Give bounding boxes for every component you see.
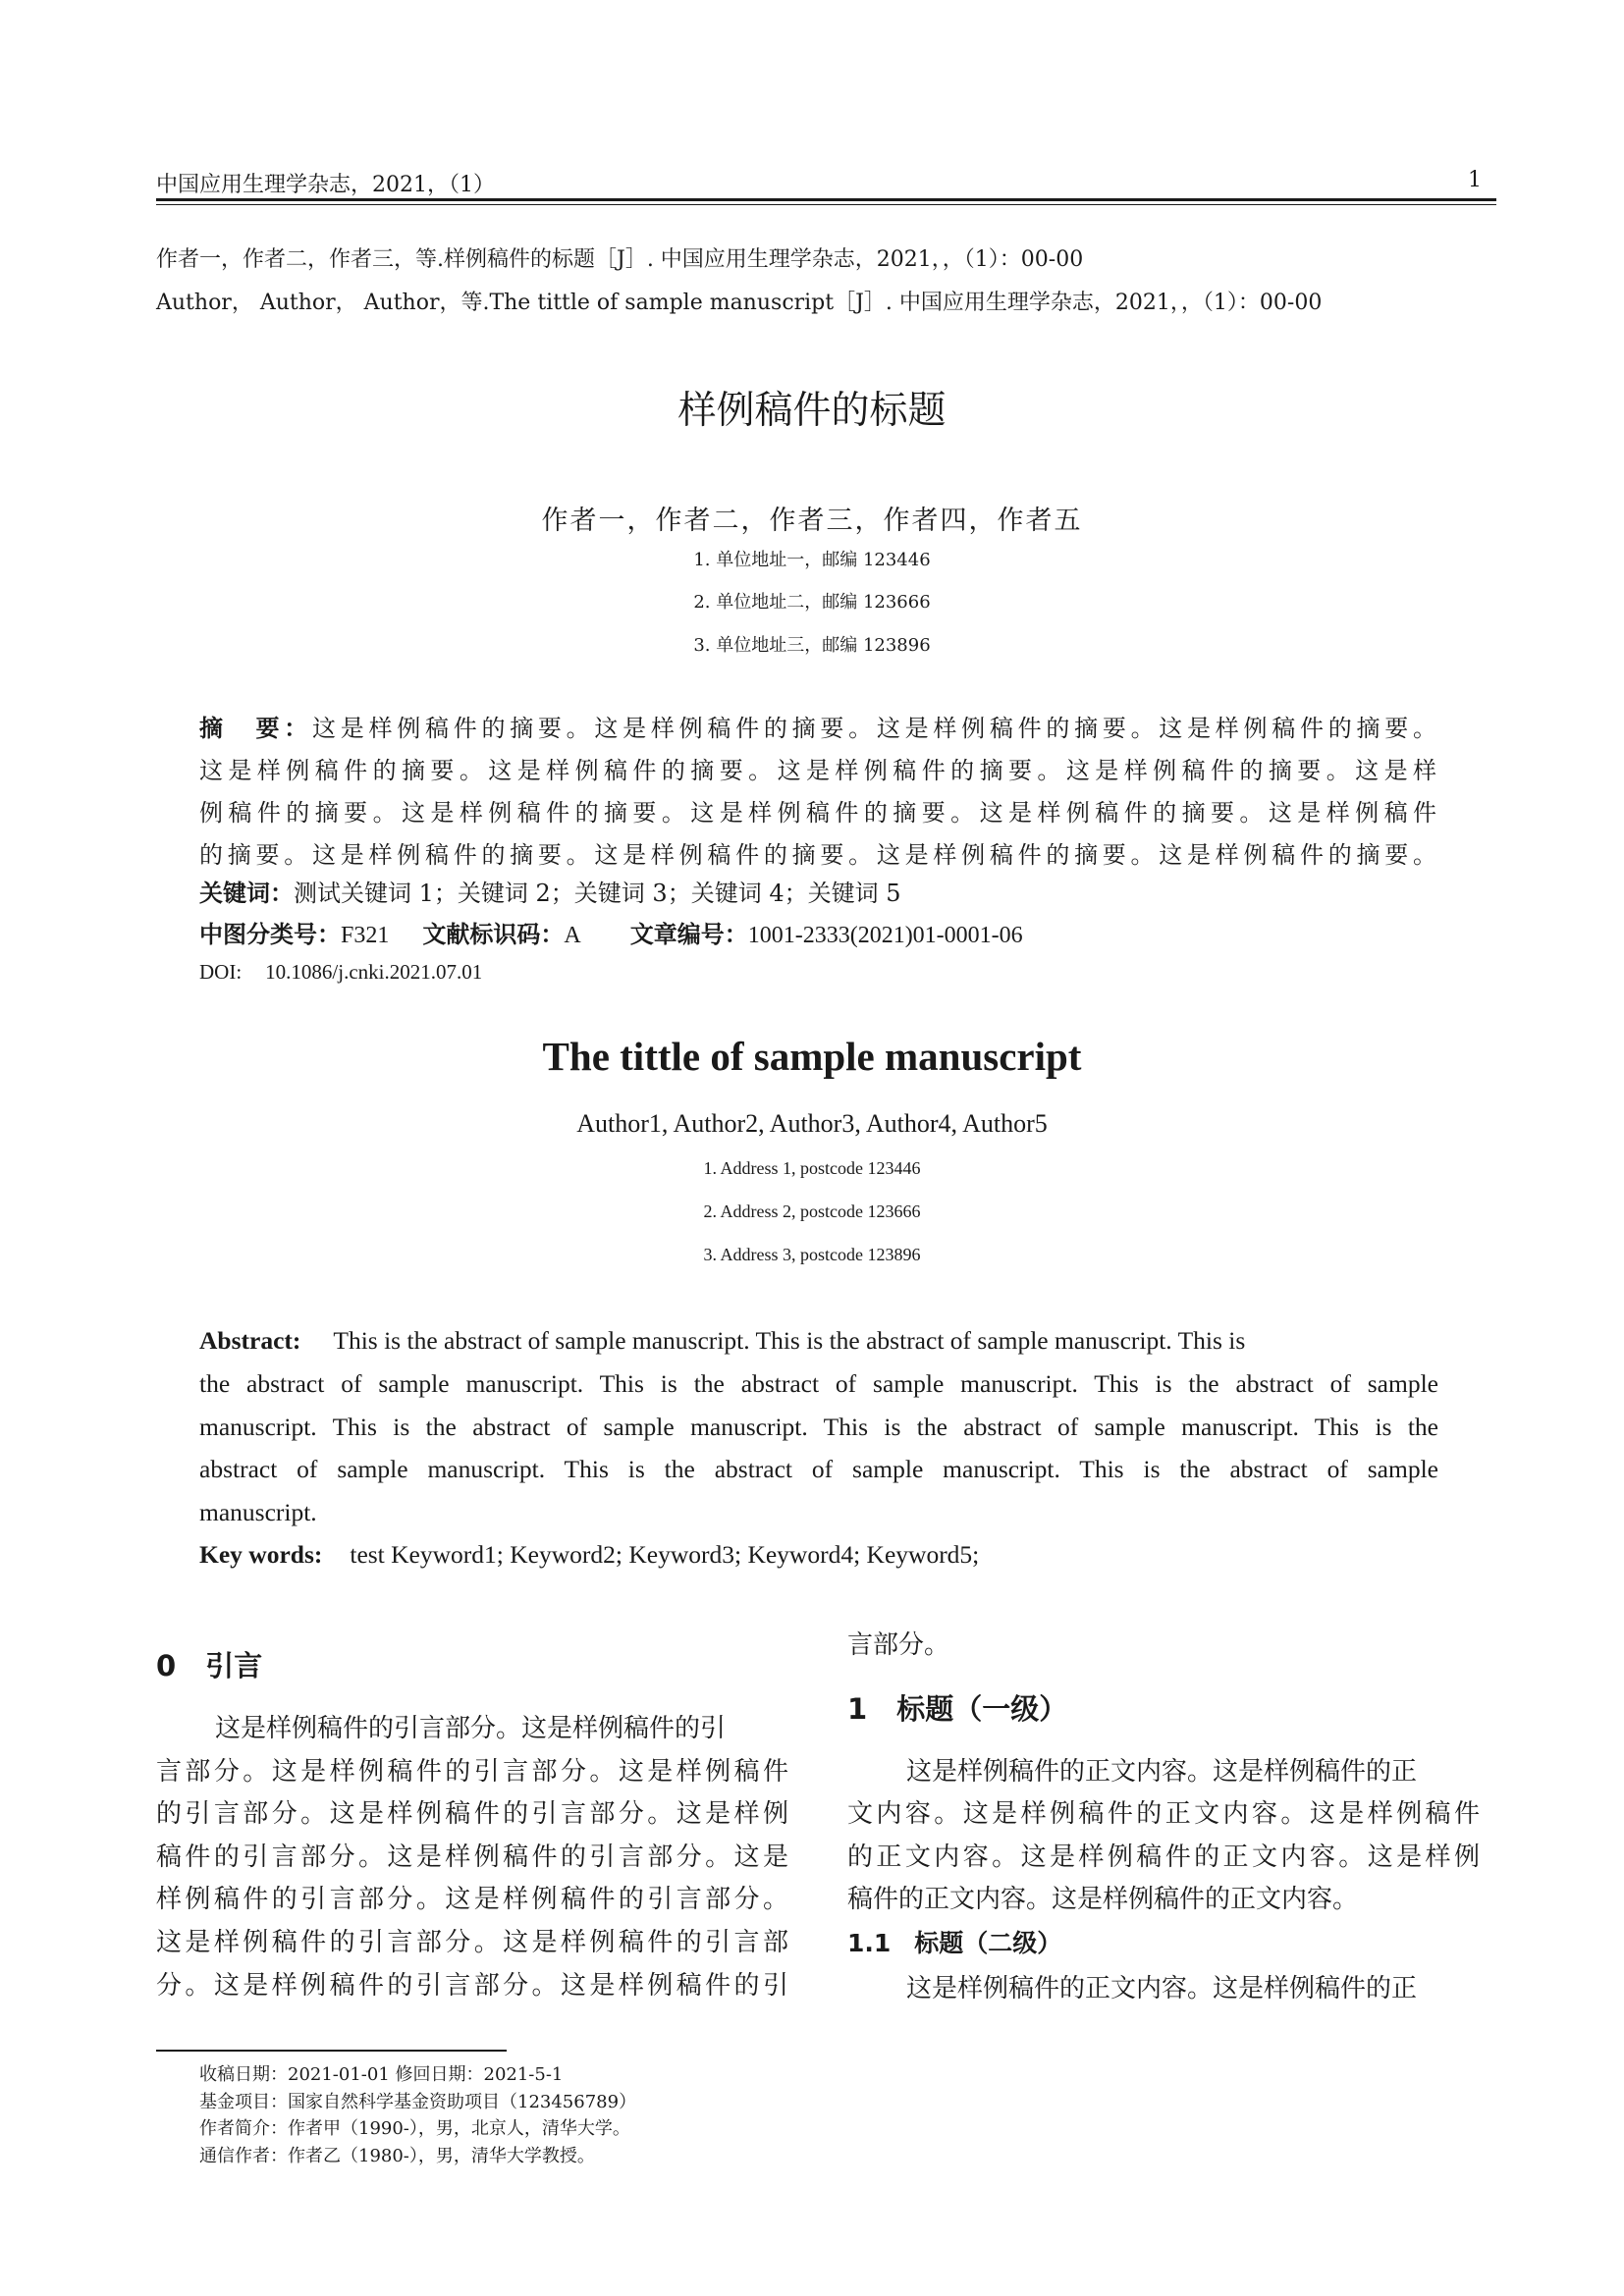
section-heading-1: 1 标题（一级）: [847, 1692, 1068, 1726]
authors-chinese: 作者一，作者二，作者三，作者四，作者五: [541, 506, 1083, 536]
doi-line: [199, 960, 1436, 985]
document-code-value: A: [564, 923, 581, 948]
body-line: 的引言部分。这是样例稿件的引言部分。这是样例: [156, 1799, 788, 1829]
keywords-english: [199, 1540, 1438, 1570]
paper-title-english: The tittle of sample manuscript: [542, 1034, 1082, 1079]
body-line: 言部分。这是样例稿件的引言部分。这是样例稿件: [156, 1757, 788, 1787]
body-line: 言部分。: [847, 1630, 950, 1660]
keywords-english-value: test Keyword1; Keyword2; Keyword3; Keyword4; Keyword5;: [350, 1540, 980, 1569]
page-number: 1: [1468, 168, 1482, 192]
keywords-english-label: Key words:: [199, 1540, 323, 1569]
affiliation-chinese-2: 2. 单位地址二，邮编 123666: [693, 592, 931, 613]
abstract-chinese-line: 摘 要：这是样例稿件的摘要。这是样例稿件的摘要。这是样例稿件的摘要。这是样例稿件的摘要。: [199, 715, 1436, 742]
abstract-chinese-label: 摘 要：: [199, 715, 312, 742]
keywords-chinese-value: 测试关键词 1；关键词 2；关键词 3；关键词 4；关键词 5: [294, 880, 901, 907]
footnote-corresponding-author: 通信作者：作者乙（1980-），男，清华大学教授。: [199, 2146, 595, 2166]
body-line: 稿件的引言部分。这是样例稿件的引言部分。这是: [156, 1842, 788, 1872]
section-heading-1-1: 1.1 标题（二级）: [847, 1929, 1062, 1957]
footnote-author-bio: 作者简介：作者甲（1990-），男，北京人，清华大学。: [199, 2118, 630, 2139]
abstract-english-line: the abstract of sample manuscript. This is the abstract of sample manuscript. This is the abstract of sample: [199, 1369, 1438, 1398]
footnote-rule: [156, 2050, 507, 2052]
clc-value: F321: [341, 923, 390, 948]
keywords-chinese: [199, 874, 1436, 908]
abstract-chinese-line: 这是样例稿件的摘要。这是样例稿件的摘要。这是样例稿件的摘要。这是样例稿件的摘要。这是样: [199, 757, 1436, 784]
abstract-english-line: abstract of sample manuscript. This is the abstract of sample manuscript. This is the abstract of sample: [199, 1455, 1438, 1483]
body-line: 这是样例稿件的正文内容。这是样例稿件的正: [906, 1757, 1418, 1787]
affiliation-chinese-1: 1. 单位地址一，邮编 123446: [693, 550, 931, 570]
doi-label: DOI:: [199, 960, 243, 984]
affiliation-chinese-3: 3. 单位地址三，邮编 123896: [693, 635, 931, 656]
header-rule: [156, 198, 1496, 201]
body-line: 分。这是样例稿件的引言部分。这是样例稿件的引: [156, 1971, 788, 2001]
keywords-chinese-label: 关键词：: [199, 880, 294, 907]
citation-chinese: 作者一，作者二，作者三，等.样例稿件的标题［J］. 中国应用生理学杂志，2021，，（1）：00-00: [156, 247, 1084, 272]
abstract-chinese-line: 的摘要。这是样例稿件的摘要。这是样例稿件的摘要。这是样例稿件的摘要。这是样例稿件的摘要。: [199, 841, 1436, 869]
abstract-chinese-line: 例稿件的摘要。这是样例稿件的摘要。这是样例稿件的摘要。这是样例稿件的摘要。这是样例稿件: [199, 799, 1436, 827]
body-line: 样例稿件的引言部分。这是样例稿件的引言部分。: [156, 1885, 788, 1914]
running-head: 中国应用生理学杂志，2021，（1）: [156, 173, 495, 197]
abstract-english-line: Abstract: This is the abstract of sample manuscript. This is the abstract of sample manuscript. This is: [199, 1326, 1246, 1355]
classification-line: 中图分类号：F321 文献标识码：A 文章编号：1001-2333(2021)01-0001-06: [199, 921, 1023, 948]
abstract-english-line: manuscript. This is the abstract of sample manuscript. This is the abstract of sample manuscript. This is the: [199, 1413, 1438, 1441]
abstract-english-line: manuscript.: [199, 1498, 317, 1526]
body-line: 的正文内容。这是样例稿件的正文内容。这是样例: [847, 1842, 1480, 1872]
paper-title-chinese: 样例稿件的标题: [677, 389, 947, 433]
abstract-english-label: Abstract:: [199, 1326, 301, 1355]
body-line: 这是样例稿件的引言部分。这是样例稿件的引: [215, 1714, 727, 1743]
doi-value: 10.1086/j.cnki.2021.07.01: [265, 960, 483, 984]
body-line: 文内容。这是样例稿件的正文内容。这是样例稿件: [847, 1799, 1480, 1829]
header-rule-thin: [156, 204, 1496, 205]
affiliation-english-2: 2. Address 2, postcode 123666: [703, 1201, 921, 1221]
footnote-received: 收稿日期：2021-01-01 修回日期：2021-5-1: [199, 2064, 564, 2085]
footnote-funding: 基金项目：国家自然科学基金资助项目（123456789）: [199, 2092, 637, 2112]
authors-english: Author1, Author2, Author3, Author4, Author5: [576, 1109, 1048, 1138]
section-heading-0: 0 引言: [156, 1649, 263, 1682]
affiliation-english-3: 3. Address 3, postcode 123896: [703, 1245, 921, 1264]
citation-english: Author， Author， Author，等.The tittle of sample manuscript［J］. 中国应用生理学杂志，2021，，（1）：00-00: [156, 291, 1323, 315]
body-line: 这是样例稿件的正文内容。这是样例稿件的正: [906, 1974, 1418, 2003]
affiliation-english-1: 1. Address 1, postcode 123446: [703, 1158, 921, 1178]
body-line: 这是样例稿件的引言部分。这是样例稿件的引言部: [156, 1928, 788, 1957]
article-number-value: 1001-2333(2021)01-0001-06: [747, 923, 1023, 948]
body-line: 稿件的正文内容。这是样例稿件的正文内容。: [847, 1885, 1359, 1914]
